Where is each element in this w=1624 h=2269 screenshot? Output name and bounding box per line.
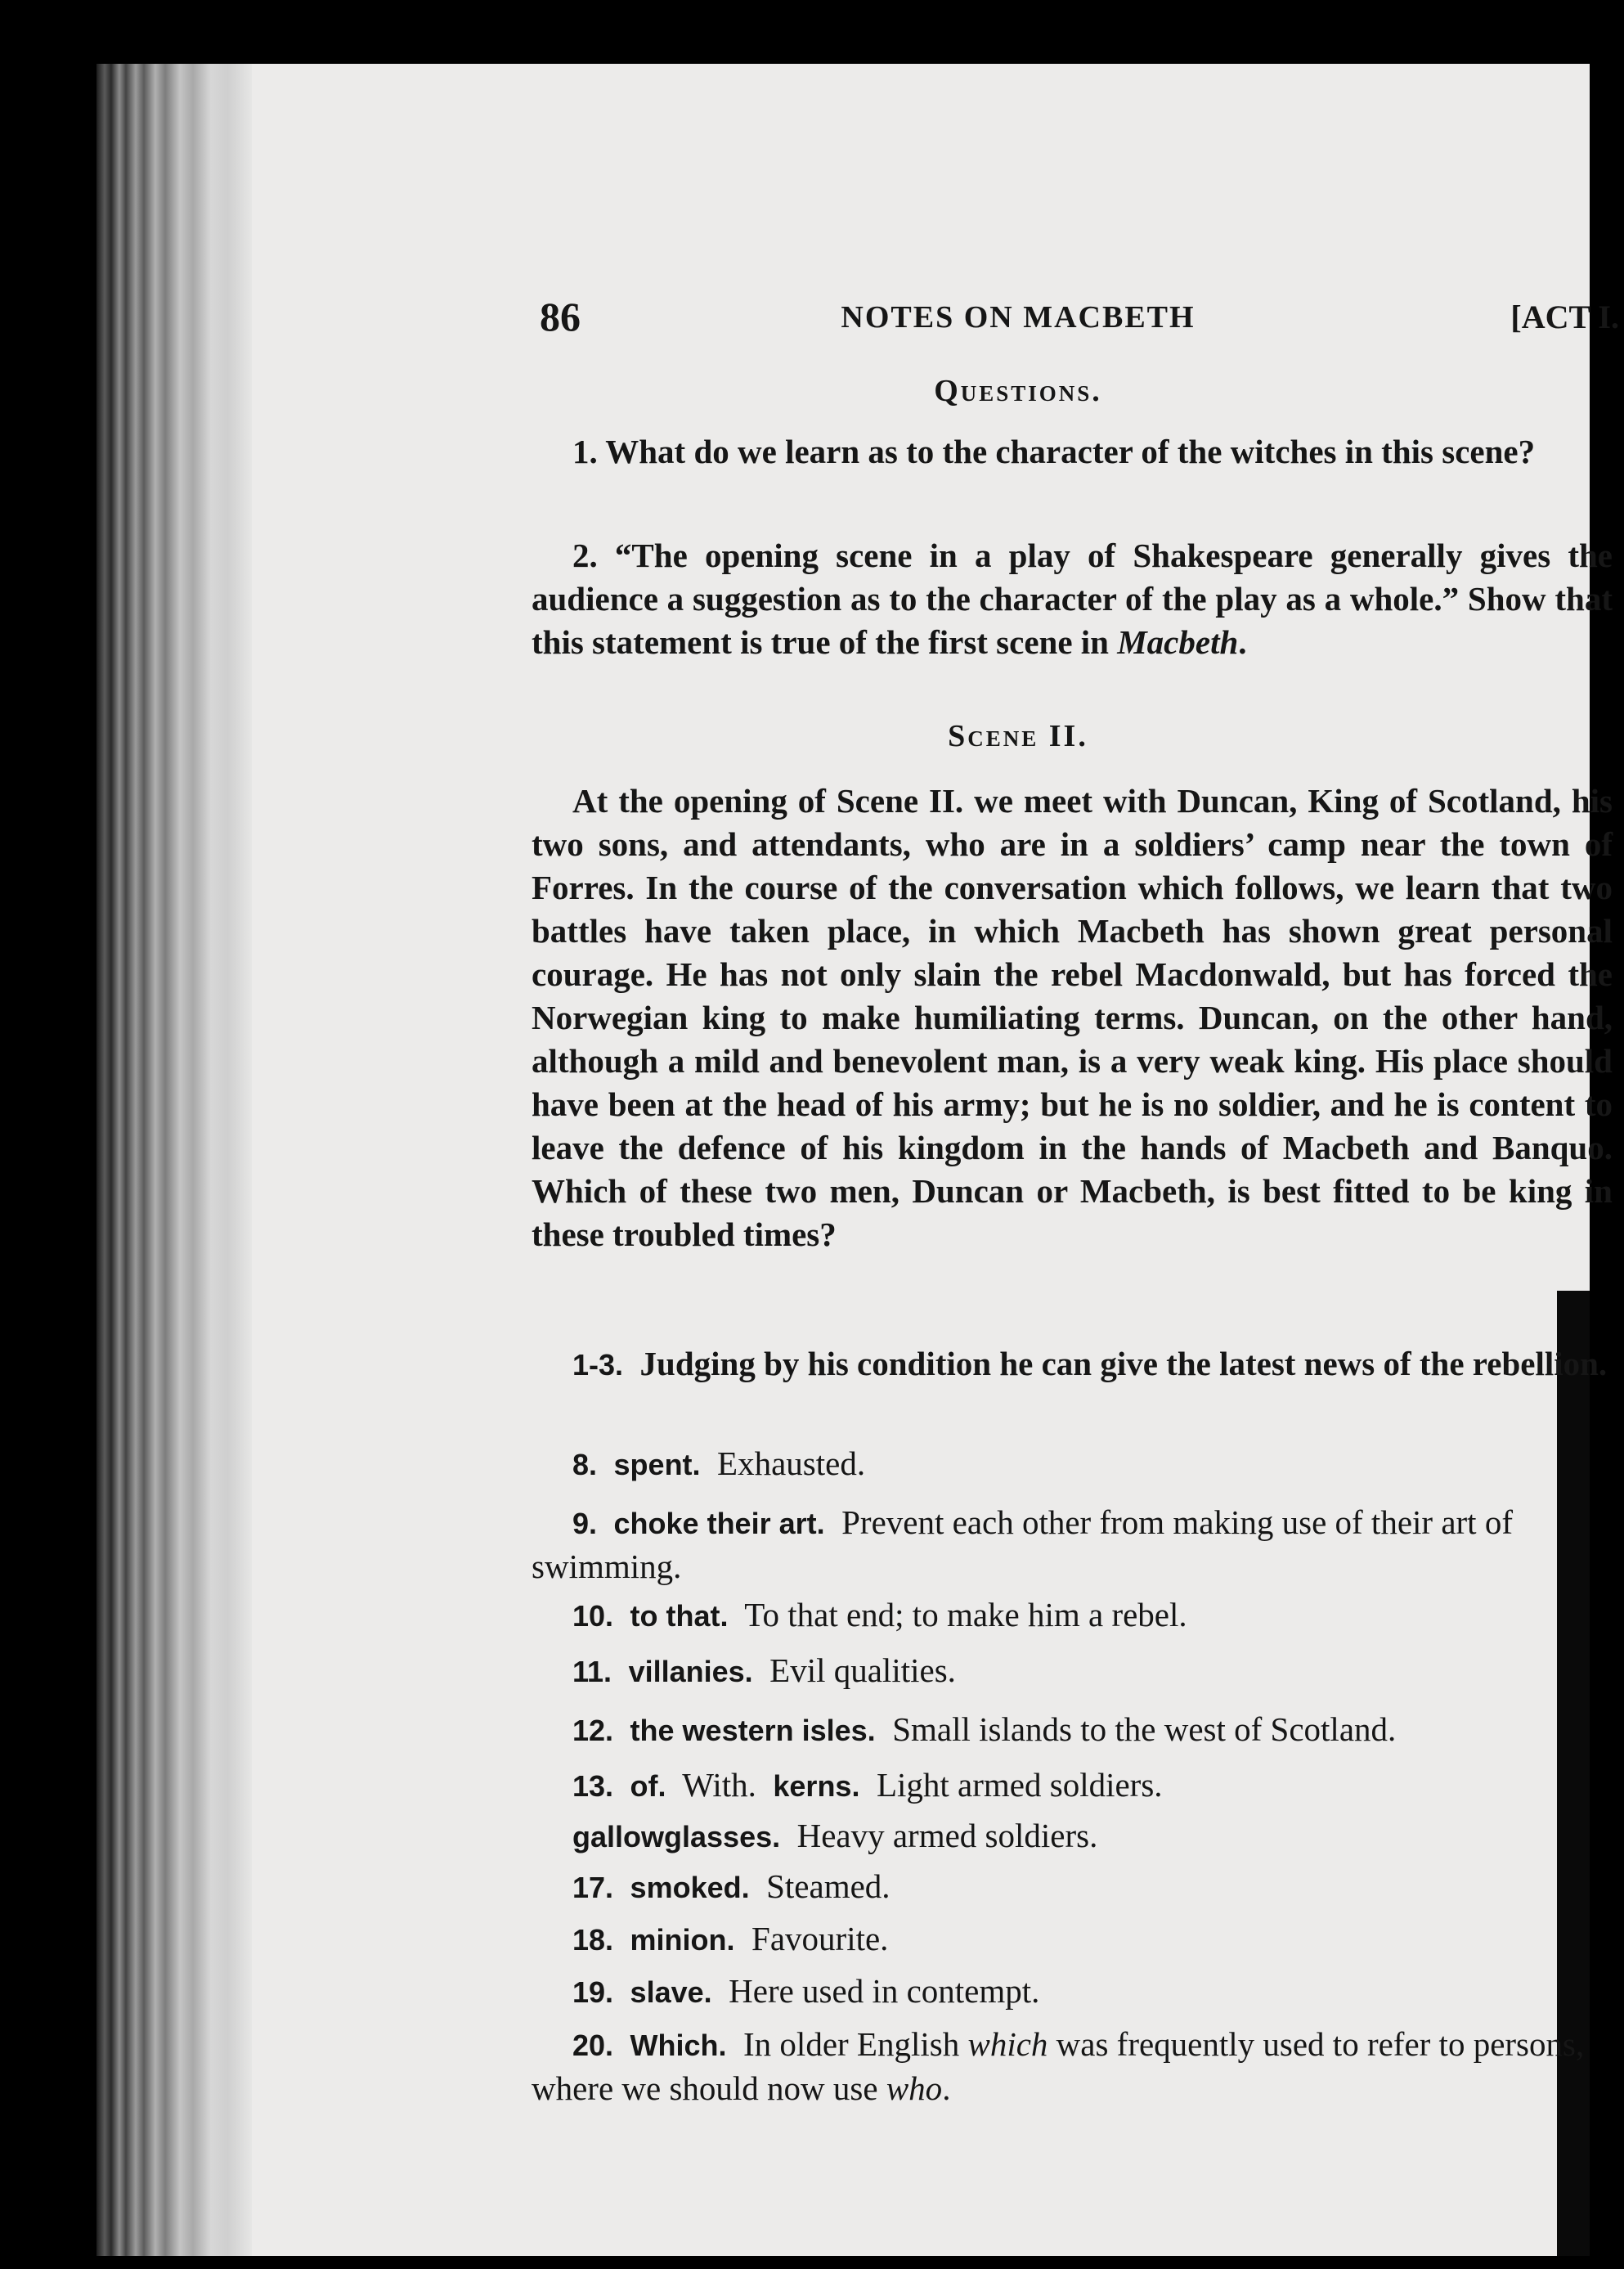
note-12	[532, 1708, 1613, 1752]
scene-summary: At the opening of Scene II. we meet with Duncan, King of Scotland, his two sons, and attendants, who are in a soldiers’ camp near the town of Forres. In the course of the conversation which follows, we learn that two battles have taken place, in which Macbeth has shown great personal courage. He has not only slain the rebel Macdonwald, but has forced the Norwegian king to make humiliating terms. Duncan, on the other hand, although a mild and benevolent man, is a very weak king. His place should have been at the head of his army; but he is no soldier, and he is content to leave the defence of his kingdom in the hands of Macbeth and Banquo. Which of these two men, Duncan or Macbeth, is best fitted to be king in these troubled times?	[532, 782, 1613, 1253]
note-term: villanies.	[628, 1655, 753, 1688]
note-number: 18.	[572, 1923, 614, 1957]
note-text: Prevent each other from making use of their art of swimming.	[532, 1503, 1513, 1585]
note-text: Exhausted.	[717, 1445, 866, 1482]
note-italic-word: which	[967, 2025, 1048, 2063]
note-20	[532, 2023, 1613, 2110]
note-number: 10.	[572, 1599, 614, 1633]
note-number: 20.	[572, 2029, 614, 2062]
note-1-3	[532, 1342, 1613, 1386]
note-term: minion.	[630, 1923, 735, 1957]
note-text: Heavy armed soldiers.	[796, 1817, 1098, 1854]
question-2-text: 2. “The opening scene in a play of Shakespeare generally gives the audience a suggestion as to the character of the play as a whole.” Show that this statement is true of the first scene in	[532, 537, 1613, 661]
question-2-title: Macbeth	[1117, 623, 1239, 661]
note-9	[532, 1501, 1613, 1588]
note-18	[532, 1917, 1613, 1961]
note-number: 8.	[572, 1448, 598, 1481]
note-10	[532, 1593, 1613, 1638]
note-term: the western isles.	[630, 1714, 876, 1747]
note-text-end: .	[942, 2069, 951, 2107]
note-text: In older English	[743, 2025, 960, 2063]
note-term: choke their art.	[613, 1507, 825, 1540]
note-number: 11.	[572, 1655, 612, 1688]
running-title: NOTES ON MACBETH	[841, 300, 1196, 335]
note-text: Small islands to the west of Scotland.	[892, 1710, 1397, 1748]
question-1: 1. What do we learn as to the character of the witches in this scene?	[572, 433, 1536, 470]
note-term: gallowglasses.	[572, 1820, 781, 1853]
note-term: spent.	[613, 1448, 701, 1481]
book-gutter-shadow	[96, 64, 252, 2256]
note-term: slave.	[630, 1975, 712, 2009]
question-2	[532, 534, 1613, 664]
note-number: 13.	[572, 1769, 614, 1803]
note-text: Steamed.	[766, 1867, 891, 1905]
note-text: Judging by his condition he can give the latest news of the rebellion.	[639, 1345, 1608, 1382]
note-number: 1-3.	[572, 1348, 624, 1382]
act-label: [ACT I.	[1510, 299, 1619, 335]
note-term: smoked.	[630, 1871, 750, 1904]
note-number: 9.	[572, 1507, 598, 1540]
note-13	[532, 1764, 1613, 1808]
note-17	[532, 1865, 1613, 1909]
note-text: With.	[682, 1766, 756, 1804]
note-8	[532, 1442, 1613, 1486]
note-gallowglasses	[532, 1814, 1613, 1858]
note-11	[532, 1649, 1613, 1693]
note-text: Here used in contempt.	[729, 1972, 1040, 2010]
questions-heading: Questions.	[934, 374, 1102, 408]
note-text-continued: was frequently used to refer to persons, where we should now use	[532, 2025, 1585, 2107]
running-header	[417, 293, 1619, 342]
note-term: Which.	[630, 2029, 727, 2062]
question-2-end: .	[1238, 623, 1247, 661]
note-text: Evil qualities.	[769, 1651, 956, 1689]
page-number: 86	[540, 294, 581, 339]
note-term-2: kerns.	[773, 1769, 860, 1803]
note-term: to that.	[630, 1599, 729, 1633]
note-19	[532, 1970, 1613, 2014]
scene-heading: Scene II.	[948, 719, 1088, 753]
note-text: To that end; to make him a rebel.	[744, 1596, 1187, 1633]
note-text: Favourite.	[751, 1920, 889, 1957]
note-term: of.	[630, 1769, 666, 1803]
note-number: 12.	[572, 1714, 614, 1747]
scanned-page	[96, 64, 1619, 2256]
note-number: 17.	[572, 1871, 614, 1904]
note-number: 19.	[572, 1975, 614, 2009]
note-text-2: Light armed soldiers.	[876, 1766, 1163, 1804]
note-italic-word-2: who	[886, 2069, 943, 2107]
